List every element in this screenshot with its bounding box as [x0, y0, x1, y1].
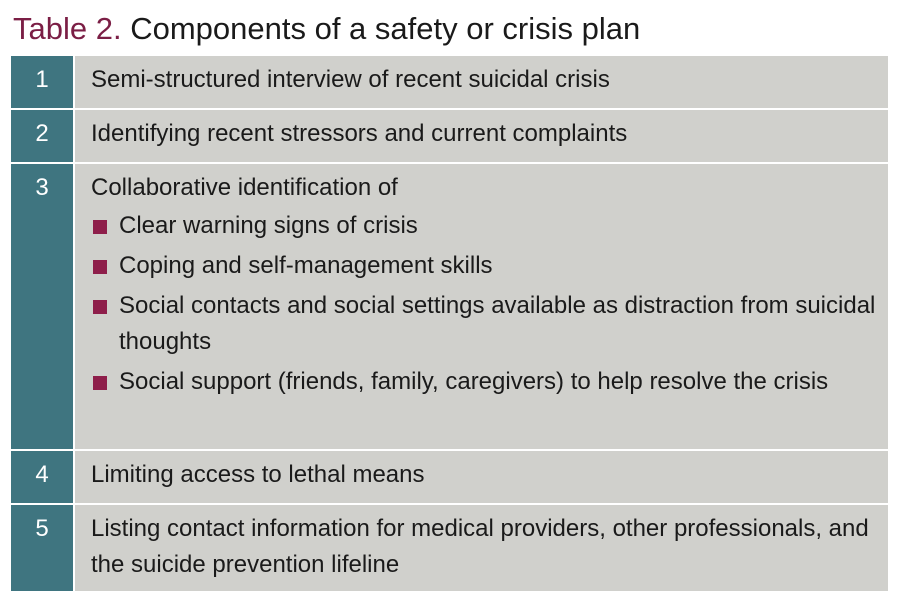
safety-plan-table	[11, 56, 888, 591]
square-bullet-icon	[93, 376, 107, 390]
list-item	[91, 288, 876, 360]
table-row	[11, 451, 888, 505]
row-text: Listing contact information for medical providers, other professionals, and the suicide prevention lifeline	[75, 505, 888, 591]
row-text: Limiting access to lethal means	[75, 451, 888, 503]
row-number: 2	[11, 110, 75, 162]
row-content	[75, 164, 888, 449]
list-item	[91, 208, 876, 244]
table-row	[11, 56, 888, 110]
row-text: Collaborative identification of	[91, 174, 398, 201]
table-title	[13, 9, 640, 49]
row-text: Identifying recent stressors and current complaints	[75, 110, 888, 162]
row-number: 3	[11, 164, 75, 449]
row-number: 1	[11, 56, 75, 108]
table-number-label: Table 2.	[13, 11, 122, 46]
table-row	[11, 505, 888, 591]
table-row	[11, 164, 888, 451]
list-item	[91, 248, 876, 284]
table-row	[11, 110, 888, 164]
square-bullet-icon	[93, 300, 107, 314]
square-bullet-icon	[93, 260, 107, 274]
table-title-text: Components of a safety or crisis plan	[130, 11, 641, 46]
row-number: 5	[11, 505, 75, 591]
list-item-text: Social support (friends, family, caregivers) to help resolve the crisis	[119, 368, 829, 395]
row-number: 4	[11, 451, 75, 503]
square-bullet-icon	[93, 220, 107, 234]
list-item	[91, 364, 876, 400]
bullet-list	[91, 208, 876, 400]
row-text: Semi-structured interview of recent suicidal crisis	[75, 56, 888, 108]
list-item-text: Social contacts and social settings available as distraction from suicidal thoughts	[119, 292, 876, 355]
list-item-text: Clear warning signs of crisis	[119, 212, 418, 239]
list-item-text: Coping and self-management skills	[119, 252, 493, 279]
